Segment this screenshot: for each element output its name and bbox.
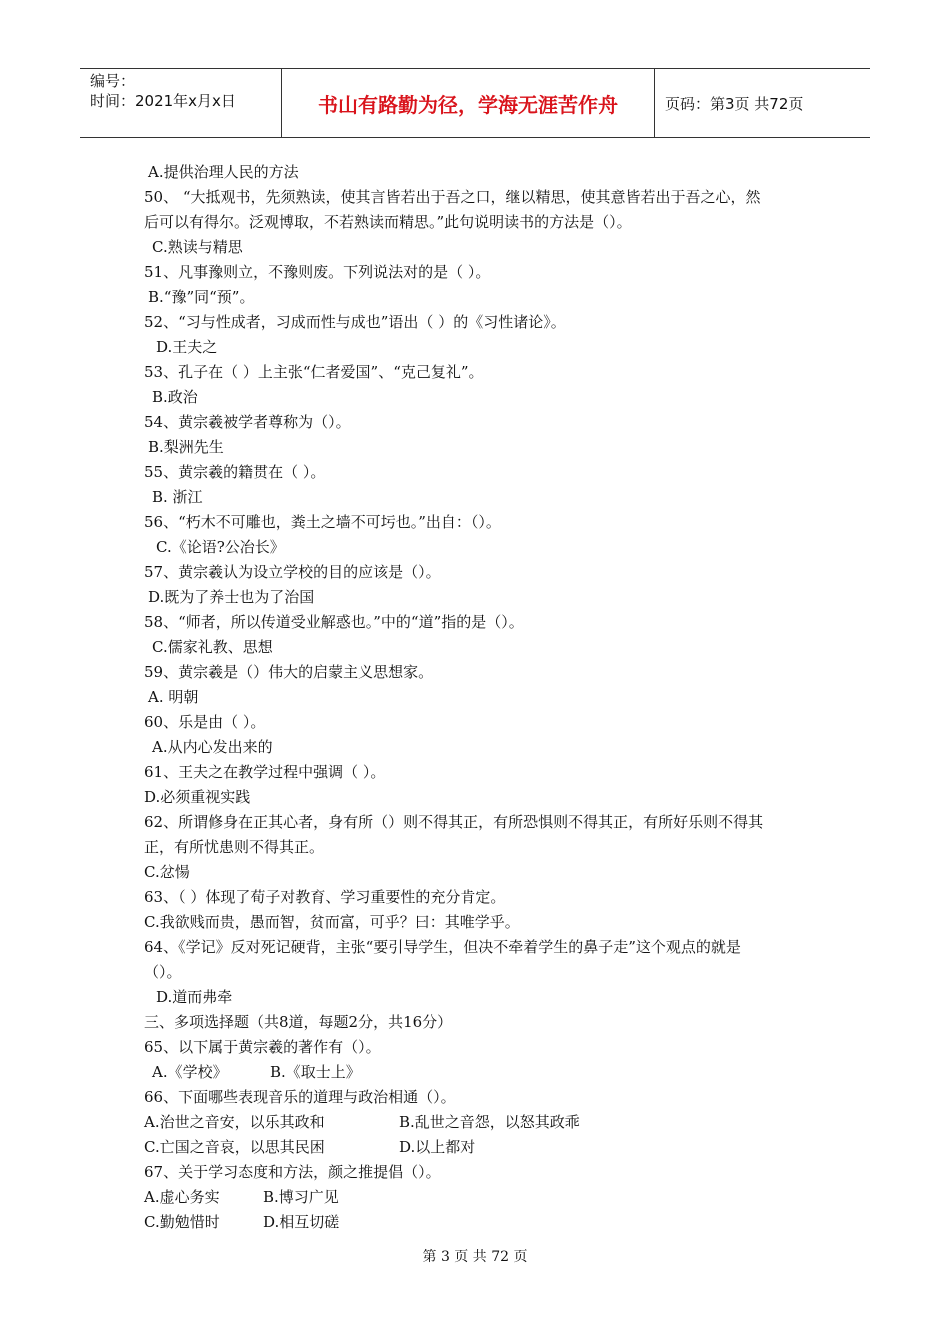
question-line: 52、“习与性成者，习成而性与成也”语出（ ）的《习性诸论》。 xyxy=(144,313,566,331)
question-line: （）。 xyxy=(144,963,182,981)
option-a: A.治世之音安，以乐其政和 xyxy=(144,1113,325,1131)
question-line: 65、以下属于黄宗羲的著作有（）。 xyxy=(144,1038,381,1056)
answer-line: A.提供治理人民的方法 xyxy=(148,163,299,181)
answer-line: D.既为了养士也为了治国 xyxy=(148,588,315,606)
question-line: 66、下面哪些表现音乐的道理与政治相通（）。 xyxy=(144,1088,456,1106)
question-line: 60、乐是由（ ）。 xyxy=(144,713,266,731)
q67-options-row xyxy=(144,1210,814,1235)
page-footer: 第 3 页 共 72 页 xyxy=(422,1249,528,1265)
option-d: D.以上都对 xyxy=(399,1138,476,1156)
option-b: B.博习广见 xyxy=(263,1188,339,1206)
question-line: 57、黄宗羲认为设立学校的目的应该是（）。 xyxy=(144,563,441,581)
question-line: 53、孔子在（ ）上主张“仁者爱国”、“克己复礼”。 xyxy=(144,363,484,381)
answer-line: A.从内心发出来的 xyxy=(152,738,273,756)
question-line: 后可以有得尔。泛观博取，不若熟读而精思。”此句说明读书的方法是（）。 xyxy=(144,213,632,231)
option-b: B.《取士上》 xyxy=(270,1063,361,1081)
answer-line: A. 明朝 xyxy=(148,688,199,706)
option-d: D.相互切磋 xyxy=(263,1213,340,1231)
question-line: 67、关于学习态度和方法，颜之推提倡（）。 xyxy=(144,1163,441,1181)
option-c: C.勤勉惜时 xyxy=(144,1213,220,1231)
question-line: 50、 “大抵观书，先须熟读，使其言皆若出于吾之口，继以精思，使其意皆若出于吾之心，然 xyxy=(144,188,761,206)
option-c: C.亡国之音哀，以思其民困 xyxy=(144,1138,325,1156)
answer-line: C.熟读与精思 xyxy=(152,238,243,256)
answer-line: C.《论语?公冶长》 xyxy=(156,538,285,556)
answer-line: C.儒家礼教、思想 xyxy=(152,638,273,656)
answer-line: D.道而弗牵 xyxy=(156,988,233,1006)
q65-options xyxy=(144,1060,814,1085)
question-line: 54、黄宗羲被学者尊称为（）。 xyxy=(144,413,351,431)
question-line: 59、黄宗羲是（）伟大的启蒙主义思想家。 xyxy=(144,663,434,681)
page-header xyxy=(80,68,870,138)
answer-line: B.政治 xyxy=(152,388,198,406)
header-meta xyxy=(80,69,282,137)
option-a: A.《学校》 xyxy=(152,1063,228,1081)
code-label: 编号： xyxy=(90,72,136,90)
header-page-label: 页码：第3页 共72页 xyxy=(665,94,804,113)
q67-options-row xyxy=(144,1185,814,1210)
question-line: 58、“师者，所以传道受业解惑也。”中的“道”指的是（）。 xyxy=(144,613,524,631)
question-line: 63、（ ）体现了荀子对教育、学习重要性的充分肯定。 xyxy=(144,888,506,906)
answer-line: D.王夫之 xyxy=(156,338,218,356)
question-line: 56、“朽木不可雕也，粪土之墙不可圬也。”出自：（）。 xyxy=(144,513,501,531)
q66-options-row xyxy=(144,1110,814,1135)
answer-line: D.必须重视实践 xyxy=(144,788,251,806)
answer-line: B.梨洲先生 xyxy=(148,438,224,456)
document-body xyxy=(144,160,814,1235)
header-motto: 书山有路勤为径，学海无涯苦作舟 xyxy=(282,69,655,137)
question-line: 51、凡事豫则立，不豫则废。下列说法对的是（ ）。 xyxy=(144,263,491,281)
question-line: 61、王夫之在教学过程中强调（ ）。 xyxy=(144,763,386,781)
answer-line: B. 浙江 xyxy=(152,488,203,506)
question-line: 62、所谓修身在正其心者，身有所（）则不得其正，有所恐惧则不得其正，有所好乐则不得其 xyxy=(144,813,764,831)
section-heading: 三、多项选择题（共8道，每题2分，共16分） xyxy=(144,1013,453,1031)
date-label: 时间：2021年x月x日 xyxy=(90,92,236,110)
q66-options-row xyxy=(144,1135,814,1160)
option-b: B.乱世之音怨，以怒其政乖 xyxy=(399,1113,580,1131)
question-line: 64、《学记》反对死记硬背，主张“要引导学生，但决不牵着学生的鼻子走”这个观点的就是 xyxy=(144,938,741,956)
question-line: 55、黄宗羲的籍贯在（ ）。 xyxy=(144,463,326,481)
question-line: 正，有所忧患则不得其正。 xyxy=(144,838,325,856)
answer-line: B.“豫”同“预”。 xyxy=(148,288,255,306)
answer-line: C.我欲贱而贵，愚而智，贫而富，可乎？曰：其唯学乎。 xyxy=(144,913,520,931)
answer-line: C.忿愓 xyxy=(144,863,190,881)
option-a: A.虚心务实 xyxy=(144,1188,220,1206)
